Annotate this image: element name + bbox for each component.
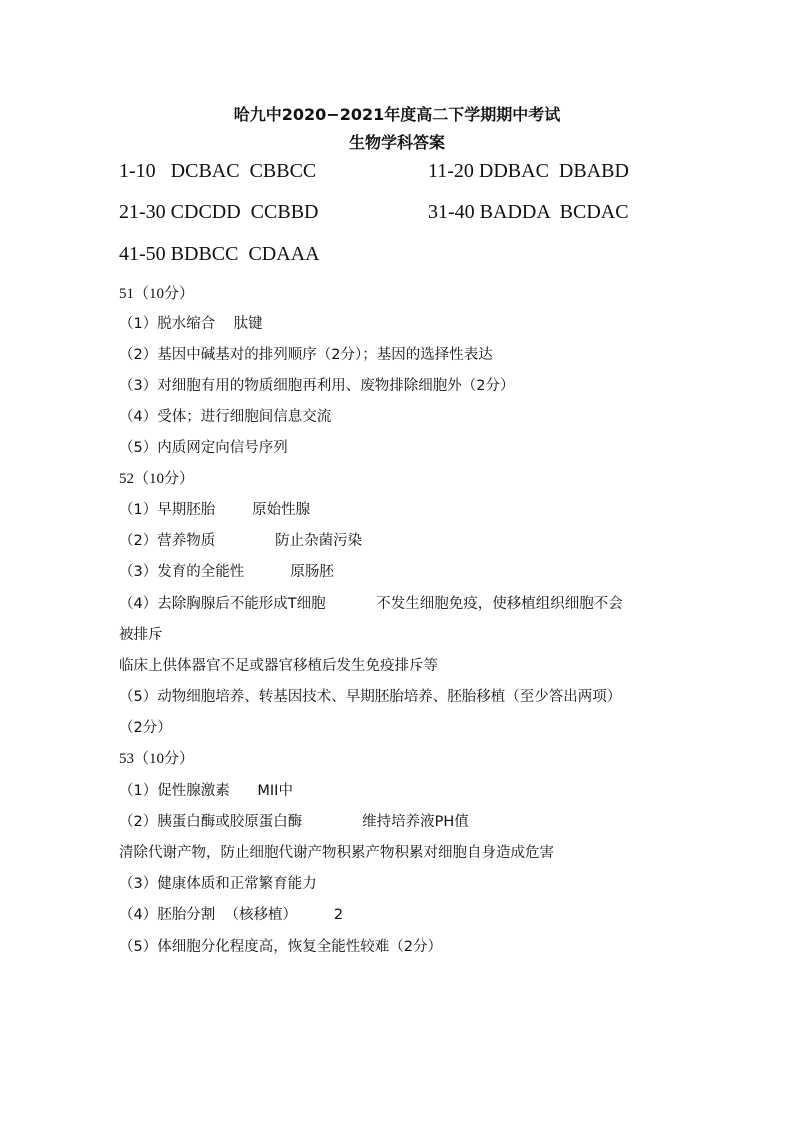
q51-answer-1: （1）脱水缩合 肽键 — [119, 316, 263, 332]
q52-answer-3: （3）发育的全能性 原肠胚 — [119, 564, 334, 580]
q53-answer-1: （1）促性腺激素 MII中 — [119, 783, 293, 799]
mc-answers-31-40: 31-40 BADDA BCDAC — [428, 201, 629, 223]
q51-answer-3: （3）对细胞有用的物质细胞再利用、废物排除细胞外（2分） — [119, 378, 515, 394]
q53-answer-3: （3）健康体质和正常繁育能力 — [119, 876, 317, 892]
q52-answer-4-extra: 临床上供体器官不足或器官移植后发生免疫排斥等 — [119, 658, 438, 674]
q51-answer-4: （4）受体；进行细胞间信息交流 — [119, 409, 332, 425]
q52-answer-5-continued: （2分） — [119, 720, 172, 736]
q52-header: 52（10分） — [119, 471, 195, 487]
q52-answer-2: （2）营养物质 防止杂菌污染 — [119, 533, 363, 549]
mc-answers-41-50: 41-50 BDBCC CDAAA — [119, 243, 320, 265]
q52-answer-4: （4）去除胸腺后不能形成T细胞 不发生细胞免疫，使移植组织细胞不会 — [119, 596, 623, 612]
q51-header: 51（10分） — [119, 286, 195, 302]
q53-answer-2-extra: 清除代谢产物，防止细胞代谢产物积累产物积累对细胞自身造成危害 — [119, 845, 554, 861]
q51-answer-2: （2）基因中碱基对的排列顺序（2分）；基因的选择性表达 — [119, 347, 493, 363]
q53-header: 53（10分） — [119, 751, 195, 767]
q52-answer-5: （5）动物细胞培养、转基因技术、早期胚胎培养、胚胎移植（至少答出两项） — [119, 689, 622, 705]
exam-title: 哈九中2020−2021年度高二下学期期中考试 — [233, 105, 561, 124]
q51-answer-5: （5）内质网定向信号序列 — [119, 440, 288, 456]
q53-answer-5: （5）体细胞分化程度高，恢复全能性较难（2分） — [119, 939, 442, 955]
q53-answer-2: （2）胰蛋白酶或胶原蛋白酶 维持培养液PH值 — [119, 814, 469, 830]
q53-answer-4: （4）胚胎分割 （核移植） 2 — [119, 907, 344, 923]
mc-answers-1-10: 1-10 DCBAC CBBCC — [119, 160, 317, 182]
mc-answers-21-30: 21-30 CDCDD CCBBD — [119, 201, 319, 223]
mc-answers-11-20: 11-20 DDBAC DBABD — [428, 160, 629, 182]
q52-answer-1: （1）早期胚胎 原始性腺 — [119, 502, 311, 518]
subject-title: 生物学科答案 — [348, 133, 445, 152]
q52-answer-4-continued: 被排斥 — [119, 627, 163, 643]
